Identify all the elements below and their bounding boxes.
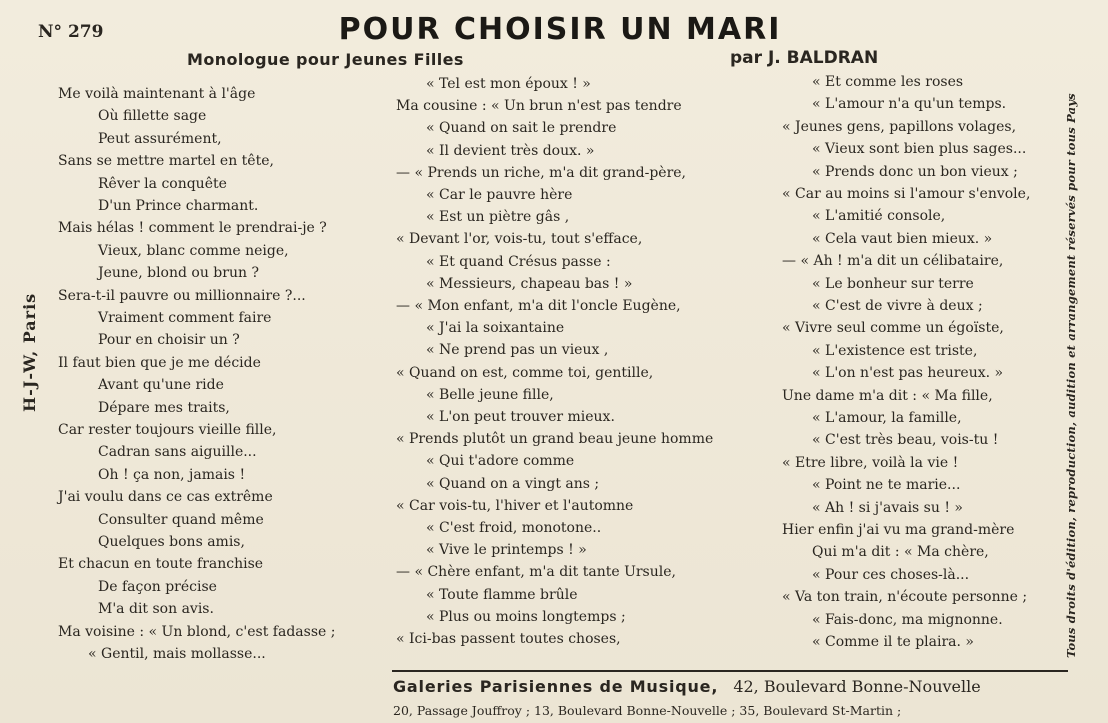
verse-line: Il faut bien que je me décide [58, 354, 261, 371]
verse-line: « Cela vaut bien mieux. » [812, 230, 993, 247]
verse-line: Vraiment comment faire [98, 310, 272, 326]
verse-line: Sera-t-il pauvre ou millionnaire ?... [58, 287, 306, 304]
verse-line: Pour en choisir un ? [98, 332, 240, 349]
verse-line: « Quand on a vingt ans ; [426, 475, 600, 492]
verse-line: Oh ! ça non, jamais ! [98, 466, 246, 483]
shop-addresses: 20, Passage Jouffroy ; 13, Boulevard Bonne-Nouvelle ; 35, Boulevard St-Martin ; [393, 703, 902, 718]
verse-line: « Tel est mon époux ! » [426, 76, 591, 92]
verse-line: « Quand on est, comme toi, gentille, [396, 364, 654, 381]
verse-line: Me voilà maintenant à l'âge [58, 86, 256, 102]
verse-line: « Vieux sont bien plus sages... [812, 141, 1027, 158]
verse-line: Hier enfin j'ai vu ma grand-mère [782, 522, 1015, 538]
verse-line: « Car vois-tu, l'hiver et l'automne [396, 497, 634, 514]
verse-line: « L'amour n'a qu'un temps. [812, 96, 1007, 113]
verse-line: D'un Prince charmant. [98, 198, 259, 214]
verse-line: « Car au moins si l'amour s'envole, [782, 186, 1031, 202]
verse-line: M'a dit son avis. [98, 601, 214, 618]
verse-line: Peut assurément, [98, 130, 222, 147]
verse-line: « Car le pauvre hère [426, 187, 573, 203]
verse-line: Vieux, blanc comme neige, [98, 242, 289, 259]
verse-line: Avant qu'une ride [98, 377, 224, 394]
verse-line: J'ai voulu dans ce cas extrême [58, 489, 273, 506]
verse-line: « Qui t'adore comme [426, 453, 575, 470]
verse-line: « Gentil, mais mollasse... [88, 646, 266, 662]
catalog-number: N° 279 [38, 22, 104, 42]
publisher-side-label [14, 292, 54, 412]
song-author: par J. BALDRAN [730, 48, 879, 68]
verse-line: Jeune, blond ou brun ? [98, 265, 259, 282]
song-subtitle: Monologue pour Jeunes Filles [187, 50, 464, 69]
verse-line: Consulter quand même [98, 511, 264, 528]
verse-line: « L'amitié console, [812, 208, 946, 225]
verse-line: Rêver la conquête [98, 175, 227, 192]
verse-line: « Quand on sait le prendre [426, 120, 617, 137]
verse-line: — « Mon enfant, m'a dit l'oncle Eugène, [396, 298, 681, 314]
verse-line: Ma voisine : « Un blond, c'est fadasse ; [58, 623, 336, 640]
verse-line: « L'amour, la famille, [812, 410, 962, 426]
verse-line: — « Ah ! m'a dit un célibataire, [782, 253, 1004, 270]
verse-line: — « Chère enfant, m'a dit tante Ursule, [396, 564, 676, 581]
shop-name: Galeries Parisiennes de Musique, [393, 677, 719, 696]
verse-line: « L'existence est triste, [812, 342, 978, 359]
verse-line: « Pour ces choses-là... [812, 566, 970, 583]
verse-line: Qui m'a dit : « Ma chère, [812, 544, 989, 561]
verse-line: « C'est froid, monotone.. [426, 520, 602, 536]
verse-line: Une dame m'a dit : « Ma fille, [782, 387, 993, 404]
verse-line: « Ne prend pas un vieux , [426, 342, 609, 359]
verse-line: « Il devient très doux. » [426, 142, 595, 159]
verse-line: « C'est très beau, vois-tu ! [812, 432, 999, 449]
verse-line: Mais hélas ! comment le prendrai-je ? [58, 220, 327, 237]
verse-line: « Etre libre, voilà la vie ! [782, 454, 959, 471]
verse-line: Sans se mettre martel en tête, [58, 153, 274, 170]
verse-line: « Point ne te marie... [812, 477, 961, 494]
shop-address-main: 42, Boulevard Bonne-Nouvelle [733, 677, 981, 696]
verse-line: « Vivre seul comme un égoïste, [782, 320, 1004, 337]
verse-line: « Devant l'or, vois-tu, tout s'efface, [396, 231, 643, 248]
verse-line: « Prends plutôt un grand beau jeune homme [396, 431, 714, 448]
verse-line: Cadran sans aiguille... [98, 444, 257, 461]
verse-line: Ma cousine : « Un brun n'est pas tendre [396, 98, 682, 115]
verse-line: « Belle jeune fille, [426, 386, 554, 403]
verse-line: « L'on peut trouver mieux. [426, 409, 615, 425]
publisher-text: H-J-W, Paris [20, 292, 39, 412]
song-title: POUR CHOISIR UN MARI [338, 12, 782, 47]
verse-line: De façon précise [98, 578, 217, 595]
verse-line: « Messieurs, chapeau bas ! » [426, 275, 633, 292]
verse-line: « Jeunes gens, papillons volages, [782, 118, 1017, 135]
verse-line: « C'est de vivre à deux ; [812, 298, 983, 314]
verse-line: — « Prends un riche, m'a dit grand-père, [396, 164, 686, 181]
footer-divider [392, 670, 1068, 672]
verse-line: « Plus ou moins longtemps ; [426, 608, 626, 625]
verse-line: « Et comme les roses [812, 74, 964, 90]
verse-line: « Comme il te plaira. » [812, 634, 974, 650]
verse-line: « Fais-donc, ma mignonne. [812, 611, 1003, 628]
verse-line: « Prends donc un bon vieux ; [812, 163, 1018, 180]
verse-line: « Toute flamme brûle [426, 586, 578, 603]
verse-line: « Ici-bas passent toutes choses, [396, 631, 621, 647]
verse-line: « L'on n'est pas heureux. » [812, 365, 1004, 382]
verse-line: Où fillette sage [98, 108, 207, 125]
verse-line: « Et quand Crésus passe : [426, 253, 611, 270]
verse-line: « Va ton train, n'écoute personne ; [782, 589, 1028, 606]
verse-line: « Vive le printemps ! » [426, 542, 587, 559]
verse-line: Et chacun en toute franchise [58, 556, 264, 573]
verse-line: Car rester toujours vieille fille, [58, 422, 277, 438]
footer-publisher-line [393, 677, 981, 696]
verse-line: Dépare mes traits, [98, 399, 230, 416]
verse-line: Quelques bons amis, [98, 534, 245, 550]
verse-line: « Est un piètre gâs , [426, 209, 570, 226]
verse-line: « Ah ! si j'avais su ! » [812, 499, 963, 516]
rights-side-label [1060, 80, 1082, 660]
verse-line: « J'ai la soixantaine [426, 320, 565, 337]
rights-text: Tous droits d'édition, reproduction, audition et arrangement réservés pour tous Pays [1064, 93, 1078, 658]
verse-line: « Le bonheur sur terre [812, 275, 974, 292]
